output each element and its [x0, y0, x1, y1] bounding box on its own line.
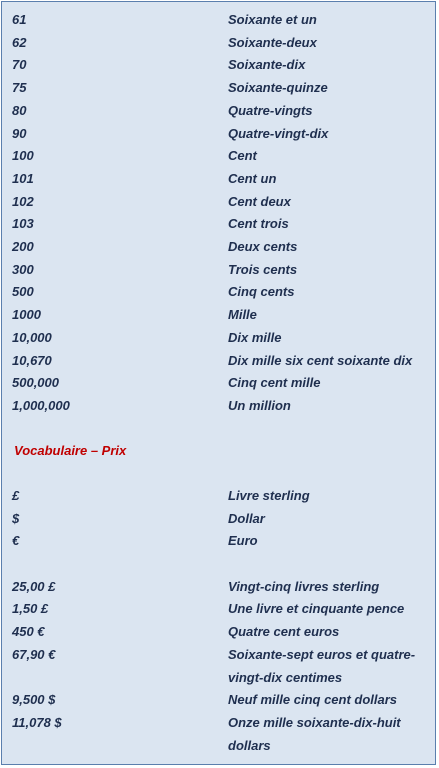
price-value: 11,078 $ — [12, 715, 62, 730]
number-value: 62 — [12, 34, 27, 50]
number-row — [2, 395, 435, 417]
number-word: Cent trois — [228, 216, 289, 232]
price-row — [2, 689, 435, 711]
number-value: 200 — [12, 239, 34, 254]
number-value: 500 — [12, 284, 34, 300]
currency-word: Livre sterling — [228, 488, 310, 503]
number-word: Cinq cents — [228, 284, 295, 300]
section-title: Vocabulaire – Prix — [14, 443, 127, 458]
number-value: 300 — [12, 261, 34, 277]
number-word: Soixante et un — [228, 12, 317, 27]
number-word: Un million — [228, 397, 291, 413]
number-value: 102 — [12, 193, 34, 209]
number-value: 100 — [12, 148, 34, 164]
number-row — [2, 191, 435, 213]
price-value: 450 € — [12, 624, 45, 639]
number-value: 80 — [12, 102, 27, 118]
number-word: Cent un — [228, 170, 277, 186]
number-row — [2, 77, 435, 99]
number-value: 1,000,000 — [12, 397, 70, 413]
currency-row — [2, 508, 435, 530]
price-value: 9,500 $ — [12, 692, 56, 707]
currency-row — [2, 485, 435, 507]
number-word: Cent — [228, 148, 257, 164]
number-value: 500,000 — [12, 375, 59, 391]
number-word: Soixante-deux — [228, 34, 317, 50]
price-word: Quatre cent euros — [228, 624, 340, 639]
number-value: 90 — [12, 125, 27, 141]
currency-row — [2, 530, 435, 552]
number-word: Dix mille — [228, 329, 282, 345]
number-row — [2, 213, 435, 235]
number-word: Mille — [228, 307, 257, 323]
number-row — [2, 168, 435, 190]
currency-symbol: $ — [12, 511, 20, 526]
currency-word: Dollar — [228, 511, 265, 526]
price-row — [2, 598, 435, 620]
number-word: Quatre-vingts — [228, 102, 313, 118]
number-row — [2, 372, 435, 394]
number-word: Soixante-dix — [228, 57, 306, 73]
price-word: Vingt-cinq livres sterling — [228, 579, 380, 594]
number-row — [2, 236, 435, 258]
number-row — [2, 9, 435, 31]
price-value: 1,50 £ — [12, 601, 49, 616]
price-word: Soixante-sept euros et quatre-vingt-dix centimes — [228, 647, 416, 685]
number-row — [2, 100, 435, 122]
number-row — [2, 327, 435, 349]
price-word: Neuf mille cinq cent dollars — [228, 692, 398, 707]
number-row — [2, 145, 435, 167]
currency-word: Euro — [228, 533, 258, 548]
price-value: 25,00 £ — [12, 579, 56, 594]
number-value: 75 — [12, 80, 27, 96]
currency-symbol: € — [12, 533, 20, 548]
number-row — [2, 32, 435, 54]
number-value: 1000 — [12, 307, 41, 323]
price-row — [2, 644, 435, 685]
number-word: Deux cents — [228, 239, 298, 254]
number-word: Quatre-vingt-dix — [228, 125, 329, 141]
price-word: Une livre et cinquante pence — [228, 601, 405, 616]
price-word: Onze mille soixante-dix-huit dollars — [228, 715, 401, 753]
number-value: 10,000 — [12, 329, 52, 345]
number-word: Cent deux — [228, 193, 291, 209]
number-row — [2, 350, 435, 372]
price-row — [2, 576, 435, 598]
number-value: 10,670 — [12, 352, 52, 368]
number-row — [2, 123, 435, 145]
number-word: Trois cents — [228, 261, 298, 277]
number-value: 61 — [12, 12, 27, 27]
currency-symbol: £ — [12, 488, 20, 503]
number-value: 103 — [12, 216, 34, 232]
number-row — [2, 259, 435, 281]
number-word: Cinq cent mille — [228, 375, 321, 391]
number-row — [2, 304, 435, 326]
price-value: 67,90 € — [12, 647, 56, 662]
number-word: Soixante-quinze — [228, 80, 328, 96]
number-value: 101 — [12, 170, 34, 186]
price-row — [2, 621, 435, 643]
number-word: Dix mille six cent soixante dix — [228, 352, 413, 368]
number-value: 70 — [12, 57, 27, 73]
number-row — [2, 281, 435, 303]
price-row — [2, 712, 435, 753]
vocabulary-panel — [1, 1, 436, 765]
number-row — [2, 54, 435, 76]
